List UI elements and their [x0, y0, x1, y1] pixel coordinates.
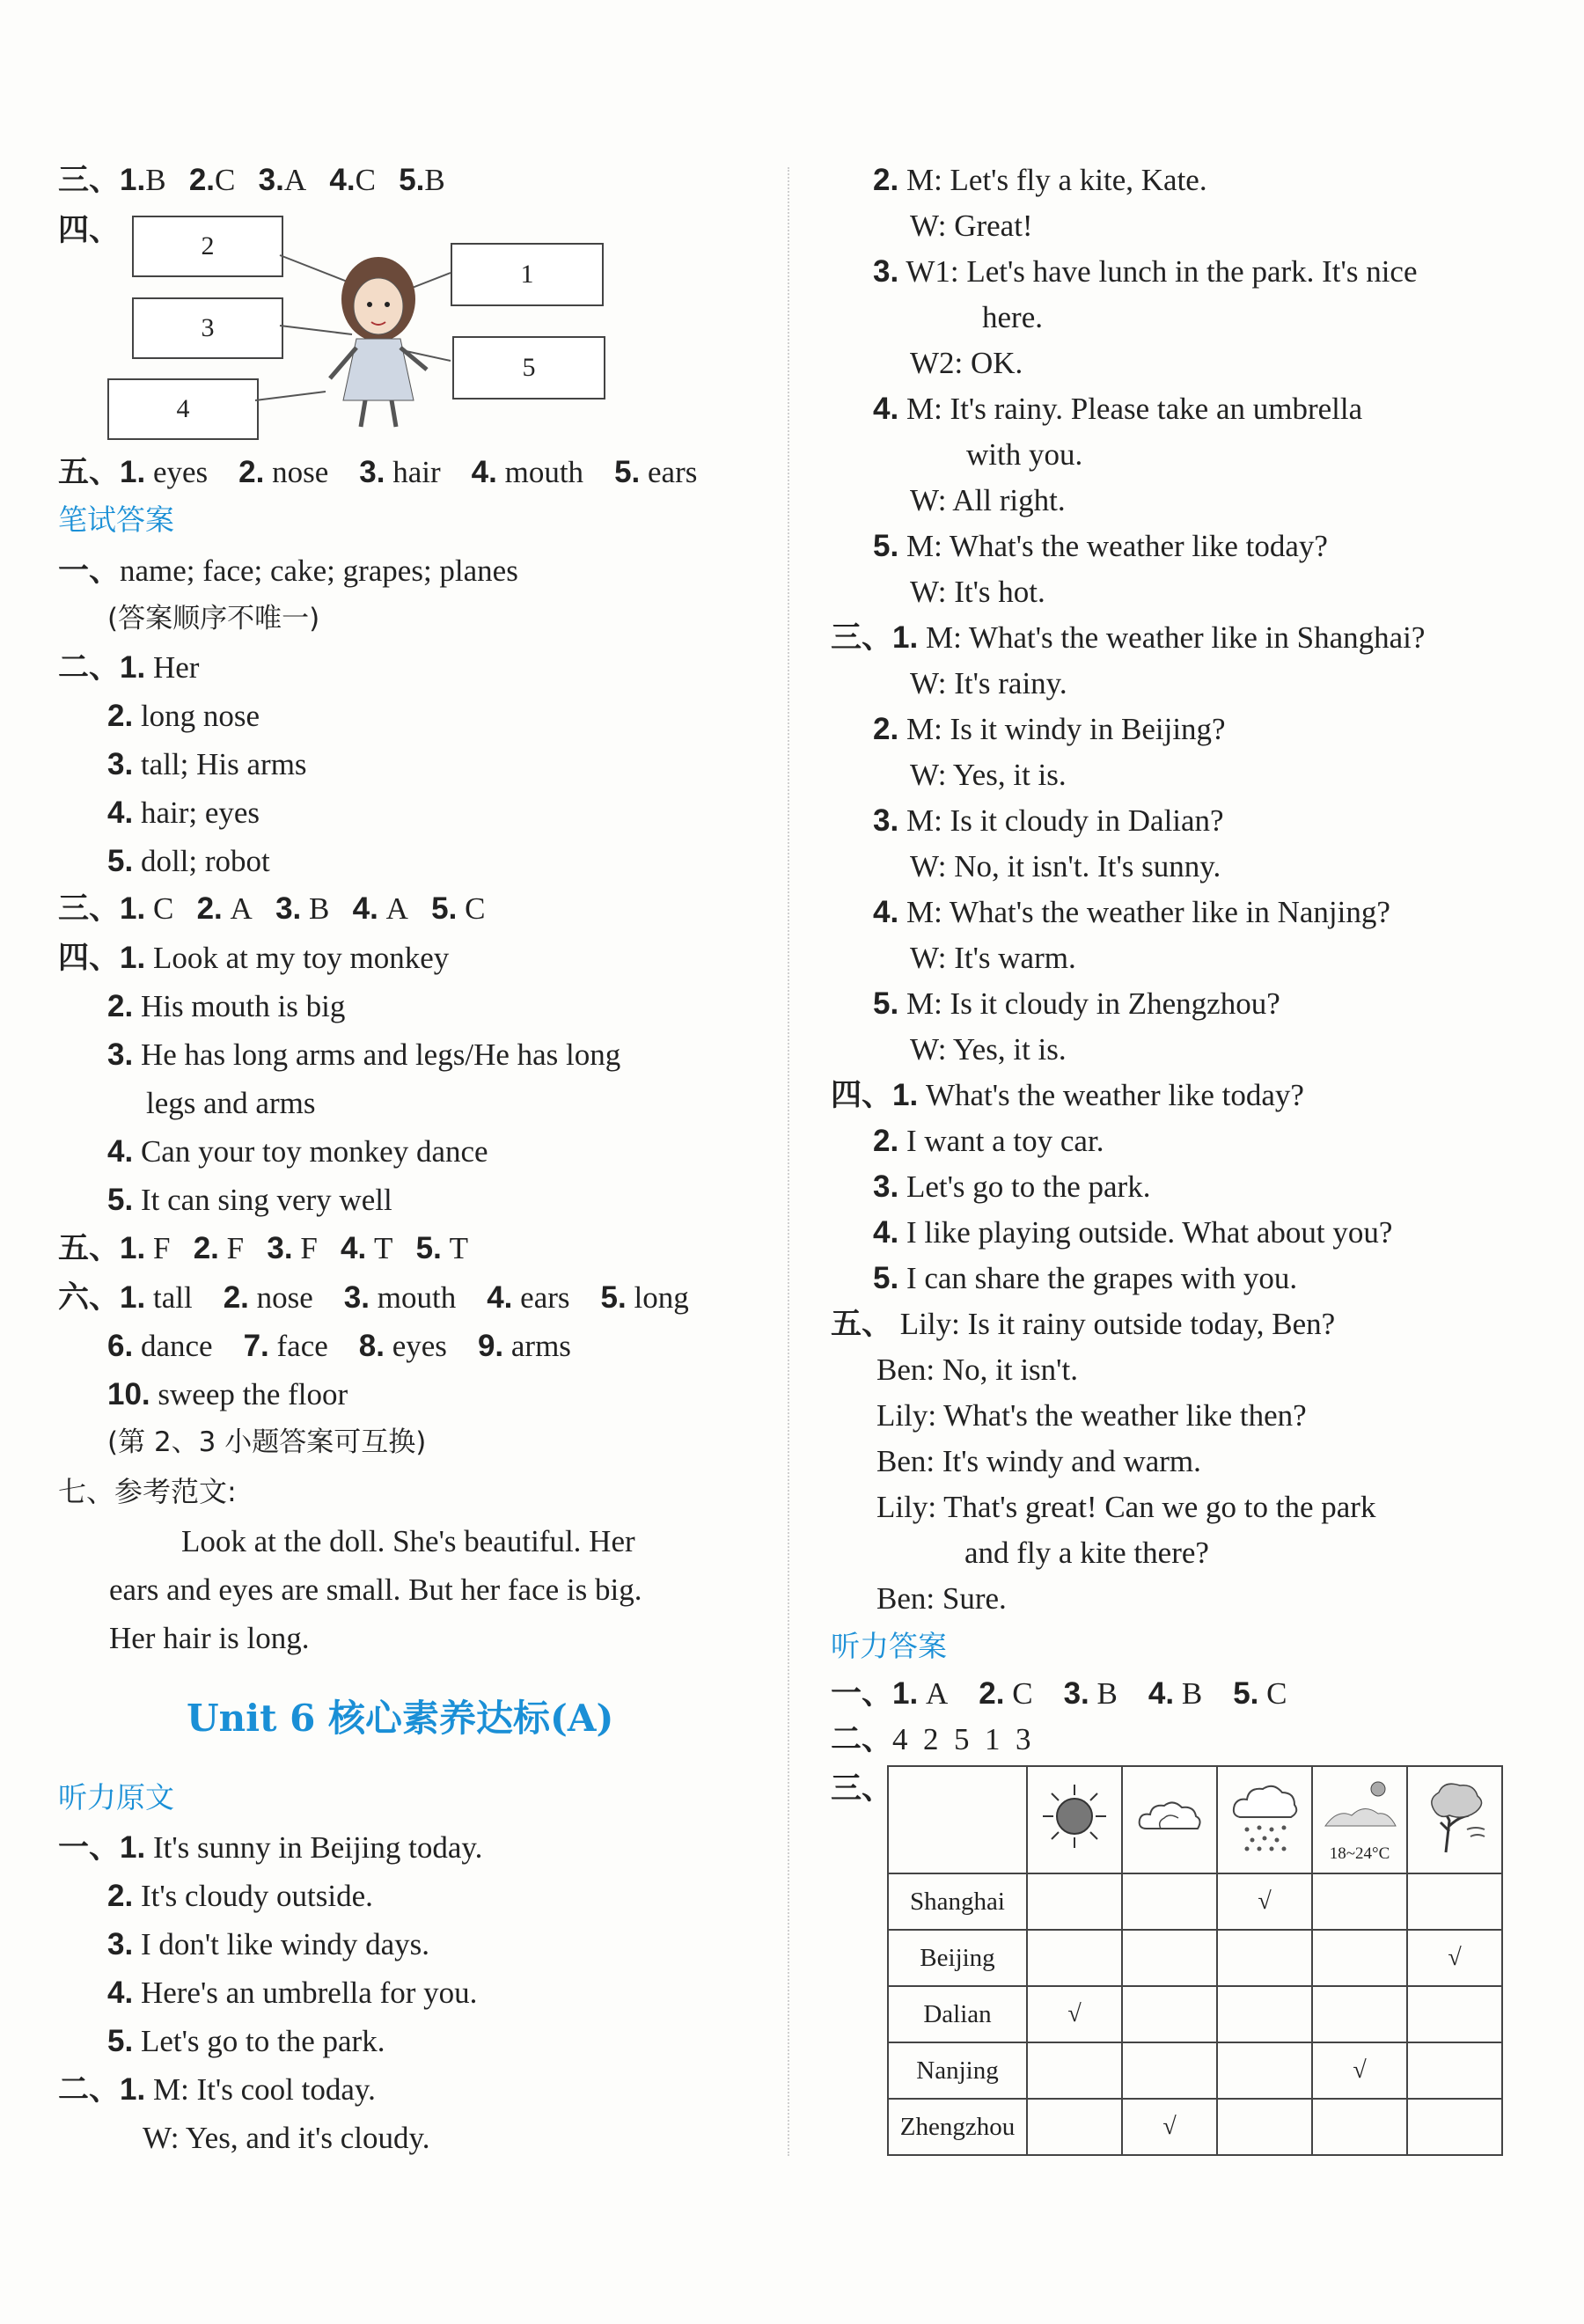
check-cell	[1312, 1873, 1407, 1930]
weather-table-header	[888, 1766, 1502, 1873]
right-line: Ben: Sure.	[876, 1581, 1007, 1616]
right-line: W: All right.	[910, 483, 1066, 517]
label-box-2: 2	[132, 216, 283, 277]
answer-si-5: 5. It can sing very well	[107, 1183, 392, 1217]
doll-illustration	[246, 238, 475, 440]
check-cell	[1407, 1986, 1502, 2042]
right-line: W: It's warm.	[910, 941, 1076, 975]
right-line: 4. I like playing outside. What about you?	[873, 1215, 1393, 1250]
weather-table-row	[888, 1873, 1502, 1930]
answer-si-1: 四、1. Look at my toy monkey	[58, 941, 450, 975]
right-line: and fly a kite there?	[964, 1536, 1209, 1570]
right-line: Lily: That's great! Can we go to the park	[876, 1490, 1376, 1524]
check-cell: √	[1217, 1873, 1312, 1930]
answer-yi: 一、name; face; cake; grapes; planes	[58, 554, 518, 589]
answer-row-liu-1: 六、1. tall 2. nose 3. mouth 4. ears 5. long	[58, 1280, 689, 1316]
weather-table-row	[888, 2099, 1502, 2155]
answer-er-5: 5. doll; robot	[107, 844, 270, 878]
label-box-5: 5	[452, 336, 605, 400]
check-cell	[1407, 1873, 1502, 1930]
right-line: here.	[982, 300, 1043, 334]
listening-yi-2: 2. It's cloudy outside.	[107, 1879, 373, 1913]
check-cell	[1217, 1930, 1312, 1986]
right-line: 四、1. What's the weather like today?	[831, 1078, 1304, 1112]
answer-yi-note: (答案顺序不唯一)	[107, 603, 320, 634]
essay-line-2: ears and eyes are small. But her face is big.	[109, 1573, 642, 1607]
right-line: with you.	[966, 437, 1083, 472]
right-line: 4. M: It's rainy. Please take an umbrella	[873, 392, 1363, 426]
check-cell: √	[1312, 2042, 1407, 2099]
check-cell	[1122, 1986, 1217, 2042]
right-line: 3. W1: Let's have lunch in the park. It's nice	[873, 254, 1418, 289]
answer-er-3: 3. tall; His arms	[107, 747, 307, 781]
check-cell: √	[1122, 2099, 1217, 2155]
section-heading-bishi: 笔试答案	[58, 502, 174, 537]
cloudy-icon	[1134, 1790, 1205, 1843]
right-line: 五、 Lily: Is it rainy outside today, Ben?	[831, 1307, 1336, 1341]
section-qi-label: 七、参考范文:	[58, 1475, 237, 1508]
check-cell	[1122, 1930, 1217, 1986]
listening-yi-4: 4. Here's an umbrella for you.	[107, 1976, 478, 2010]
check-cell	[1217, 2099, 1312, 2155]
listening-yi-3: 3. I don't like windy days.	[107, 1927, 430, 1961]
right-line: Ben: No, it isn't.	[876, 1353, 1078, 1387]
section-heading-tingli-yuanwen: 听力原文	[58, 1780, 174, 1814]
right-line: 5. M: Is it cloudy in Zhengzhou?	[873, 986, 1280, 1021]
listening-answer-row-1: 一、1. A 2. C 3. B 4. B 5. C	[831, 1676, 1287, 1712]
warm-icon	[1320, 1777, 1399, 1838]
right-line: W2: OK.	[910, 346, 1023, 380]
answer-row-liu-3: 10. sweep the floor	[107, 1377, 348, 1411]
right-line: 2. I want a toy car.	[873, 1124, 1104, 1158]
right-line: 2. M: Let's fly a kite, Kate.	[873, 163, 1207, 197]
header-sunny	[1027, 1766, 1122, 1873]
right-line: 2. M: Is it windy in Beijing?	[873, 712, 1226, 746]
right-line: 4. M: What's the weather like in Nanjing?	[873, 895, 1390, 929]
right-line: 5. M: What's the weather like today?	[873, 529, 1328, 563]
answer-er-2: 2. long nose	[107, 699, 260, 733]
label-box-4: 4	[107, 378, 259, 440]
check-cell	[1312, 2099, 1407, 2155]
right-line: Ben: It's windy and warm.	[876, 1444, 1201, 1478]
right-line: W: Great!	[910, 209, 1033, 243]
right-line: W: No, it isn't. It's sunny.	[910, 849, 1221, 883]
city-name: Beijing	[888, 1930, 1027, 1986]
check-cell: √	[1027, 1986, 1122, 2042]
check-cell	[1217, 2042, 1312, 2099]
temperature-label: 18~24°C	[1329, 1844, 1390, 1863]
check-cell	[1027, 2042, 1122, 2099]
city-name: Zhengzhou	[888, 2099, 1027, 2155]
check-cell: √	[1407, 1930, 1502, 1986]
check-cell	[1122, 1873, 1217, 1930]
section-heading-tingli-daan: 听力答案	[831, 1629, 947, 1663]
label-box-1: 1	[451, 243, 604, 306]
essay-line-3: Her hair is long.	[109, 1621, 310, 1655]
sunny-icon	[1039, 1781, 1110, 1851]
check-cell	[1217, 1986, 1312, 2042]
weather-table-row	[888, 1986, 1502, 2042]
right-line: W: It's hot.	[910, 575, 1045, 609]
answer-row-san-2: 三、1. C 2. A 3. B 4. A 5. C	[58, 891, 486, 927]
check-cell	[1027, 1873, 1122, 1930]
check-cell	[1027, 2099, 1122, 2155]
weather-table	[887, 1765, 1503, 2156]
answer-si-3: 3. He has long arms and legs/He has long	[107, 1037, 621, 1072]
rainy-icon	[1229, 1777, 1300, 1856]
essay-line-1: Look at the doll. She's beautiful. Her	[181, 1524, 635, 1558]
right-line: W: Yes, it is.	[910, 758, 1067, 792]
answer-si-3-cont: legs and arms	[146, 1086, 316, 1120]
check-cell	[1312, 1930, 1407, 1986]
check-cell	[1312, 1986, 1407, 2042]
header-windy	[1407, 1766, 1502, 1873]
right-line: 5. I can share the grapes with you.	[873, 1261, 1298, 1295]
header-cloudy	[1122, 1766, 1217, 1873]
answer-row-san: 三、1.B 2.C 3.A 4.C 5.B	[58, 163, 445, 198]
liu-note: (第 2、3 小题答案可互换)	[107, 1426, 427, 1458]
weather-table-row	[888, 1930, 1502, 1986]
check-cell	[1027, 1930, 1122, 1986]
right-line: Lily: What's the weather like then?	[876, 1398, 1307, 1433]
listening-yi-5: 5. Let's go to the park.	[107, 2024, 385, 2058]
unit-title: Unit 6 核心素养达标(A)	[187, 1697, 614, 1740]
answer-er-1: 二、1. Her	[58, 650, 200, 685]
header-empty-cell	[888, 1766, 1027, 1873]
city-name: Nanjing	[888, 2042, 1027, 2099]
city-name: Shanghai	[888, 1873, 1027, 1930]
answer-row-wu-2: 五、1. F 2. F 3. F 4. T 5. T	[58, 1231, 468, 1266]
check-cell	[1407, 2099, 1502, 2155]
listening-answer-row-2: 二、4 2 5 1 3	[831, 1722, 1031, 1757]
right-line: 3. M: Is it cloudy in Dalian?	[873, 803, 1224, 838]
header-rainy	[1217, 1766, 1312, 1873]
answer-row-liu-2: 6. dance 7. face 8. eyes 9. arms	[107, 1329, 571, 1363]
listening-answer-san-label: 三、	[831, 1771, 893, 1807]
column-divider	[788, 167, 789, 2156]
city-name: Dalian	[888, 1986, 1027, 2042]
right-line: W: Yes, it is.	[910, 1032, 1067, 1067]
section-si-label: 四、	[58, 213, 121, 248]
check-cell	[1122, 2042, 1217, 2099]
answer-si-4: 4. Can your toy monkey dance	[107, 1134, 488, 1169]
weather-table-row	[888, 2042, 1502, 2099]
answer-er-4: 4. hair; eyes	[107, 795, 260, 830]
check-cell	[1407, 2042, 1502, 2099]
listening-yi-1: 一、1. It's sunny in Beijing today.	[58, 1830, 483, 1865]
answer-si-2: 2. His mouth is big	[107, 989, 346, 1023]
label-box-3: 3	[132, 297, 283, 359]
answer-row-wu: 五、1. eyes 2. nose 3. hair 4. mouth 5. ears	[58, 455, 698, 490]
listening-er-1-reply: W: Yes, and it's cloudy.	[143, 2121, 430, 2155]
windy-icon	[1419, 1777, 1490, 1856]
right-line: W: It's rainy.	[910, 666, 1067, 700]
right-line: 三、1. M: What's the weather like in Shanghai?	[831, 620, 1426, 655]
header-warm	[1312, 1766, 1407, 1873]
right-line: 3. Let's go to the park.	[873, 1169, 1151, 1204]
listening-er-1: 二、1. M: It's cool today.	[58, 2072, 376, 2107]
